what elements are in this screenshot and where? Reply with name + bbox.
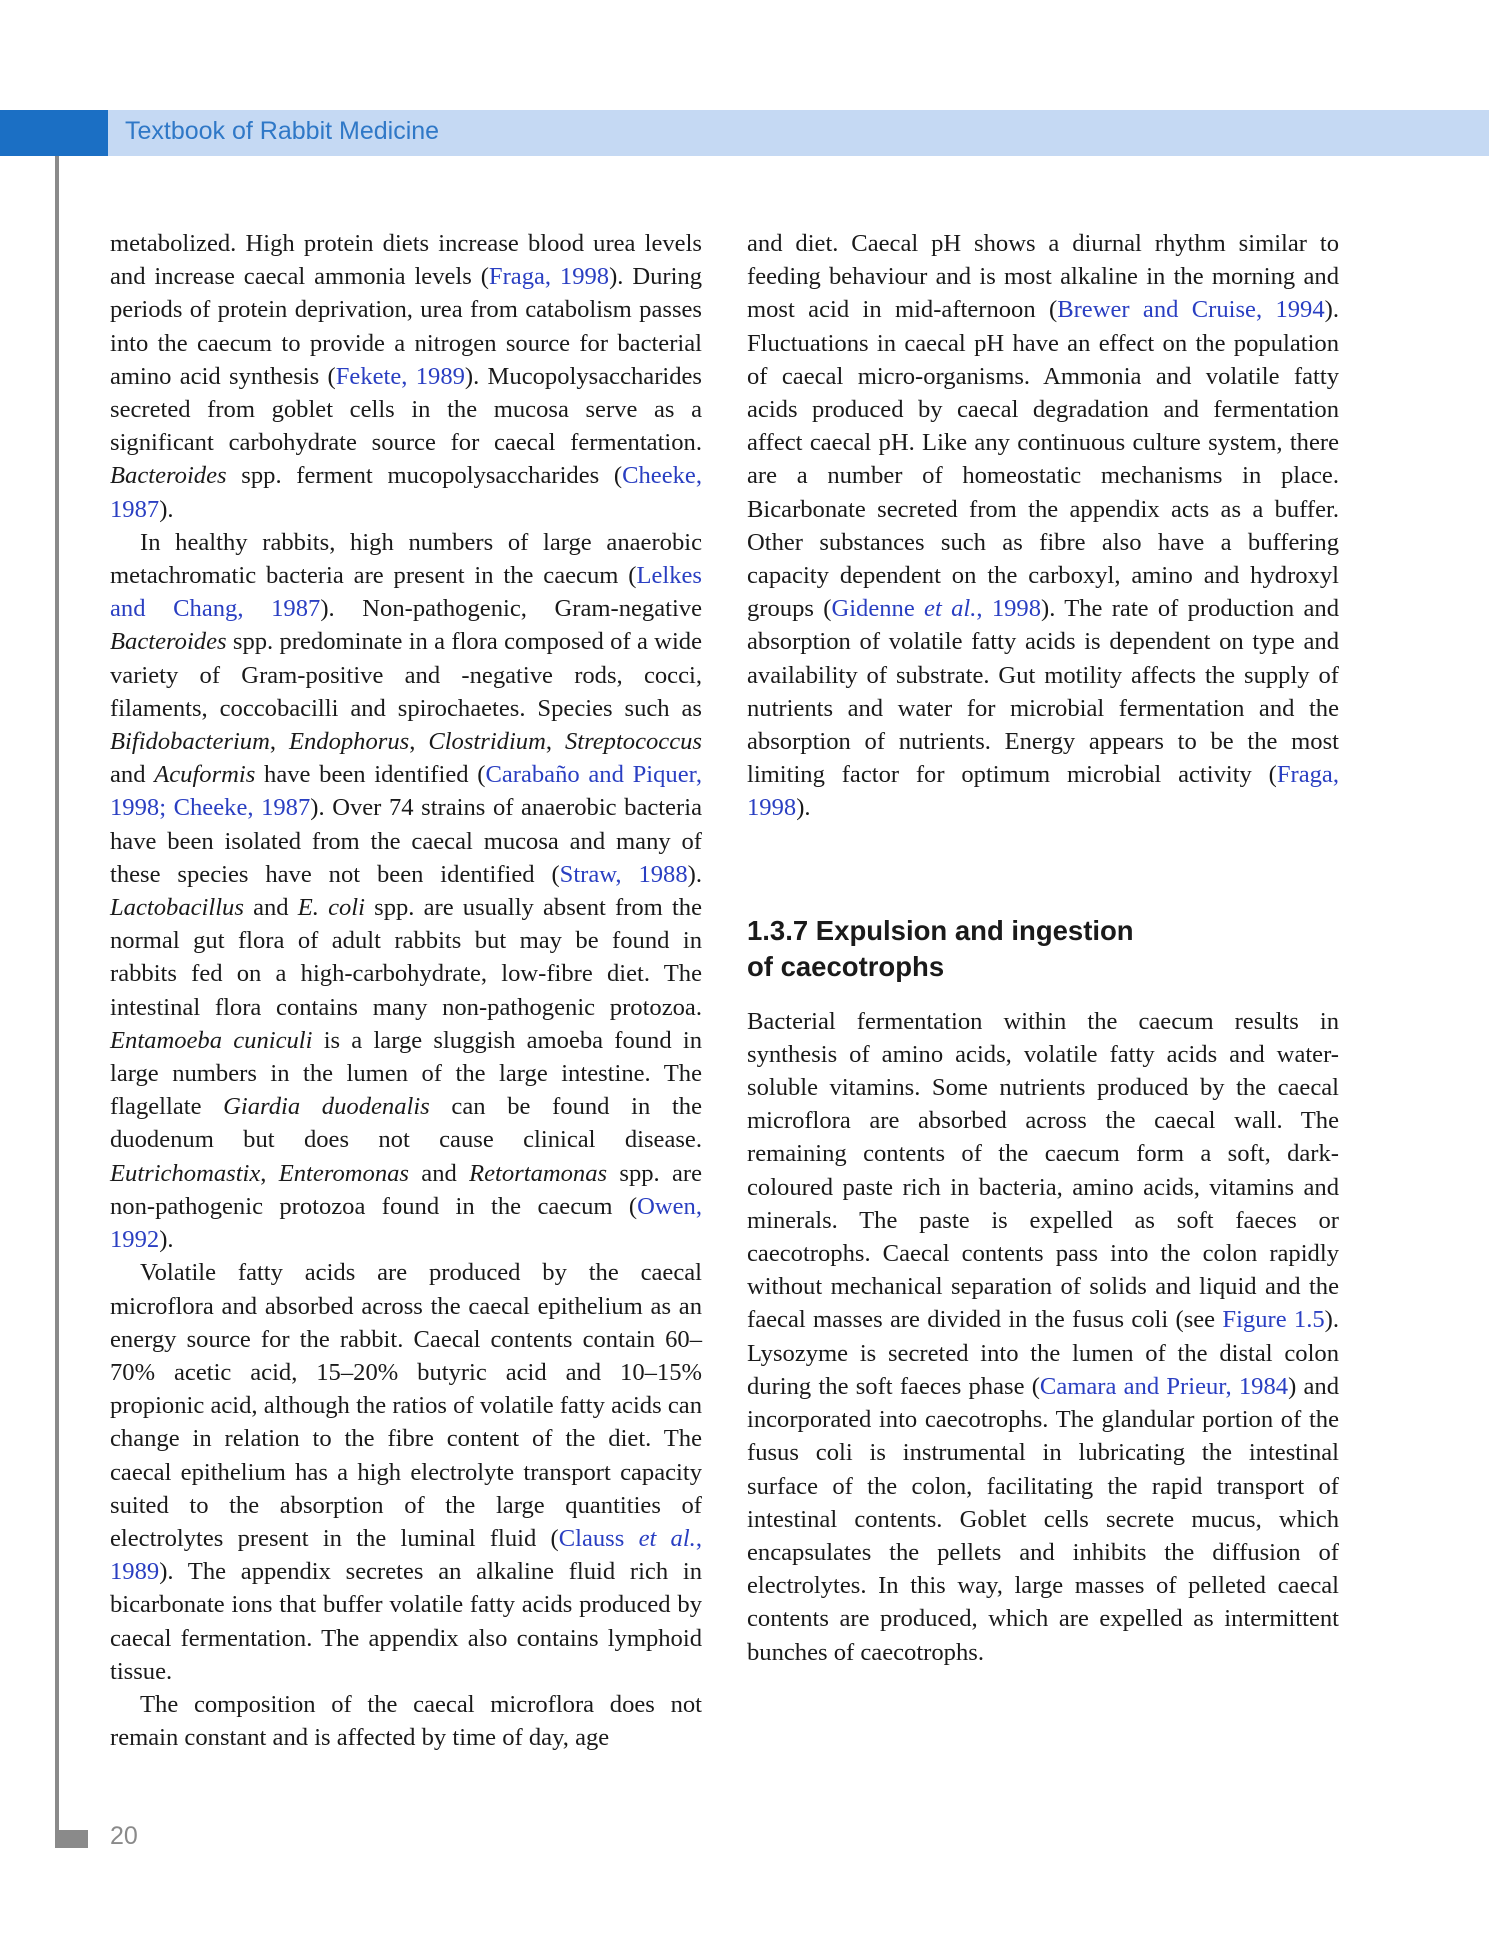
- italic-term: Lactobacillus: [110, 894, 244, 922]
- italic-term: Eutrichomastix: [110, 1159, 261, 1187]
- italic-term: Retortamonas: [469, 1159, 608, 1187]
- citation-link[interactable]: et al.: [924, 595, 977, 623]
- text-run: ). Non-pathogenic, Gram-negative: [320, 595, 703, 623]
- text-run: ,: [409, 728, 429, 756]
- header-accent-block: [0, 110, 108, 156]
- text-run: ). The rate of production and absorption of volatile fatty acids is dependent on type and availability of substrate. Gut motility affects the supply of nutrients and water for microbial fermentation and the absorption of nutrients. Energy appears to be the most limiting factor for optimum microbial activity (: [747, 595, 1340, 789]
- text-run: is a large sluggish amoeba found in large numbers in the lumen of the large intestine. The flagellate: [110, 1026, 703, 1121]
- paragraph: [747, 1005, 1339, 1669]
- text-run: In healthy rabbits, high numbers of large anaerobic metachromatic bacteria are present in the caecum (: [110, 528, 702, 590]
- text-run: spp. are non-pathogenic protozoa found in the caecum (: [110, 1159, 703, 1220]
- section-heading-line-2: of caecotrophs: [747, 950, 945, 982]
- section-heading: [747, 913, 1339, 985]
- text-run: and: [110, 761, 155, 789]
- text-run: ).: [796, 794, 811, 822]
- italic-term: E. coli: [297, 894, 365, 922]
- text-run: ,: [269, 728, 289, 756]
- text-run: have been identified (: [255, 761, 486, 789]
- paragraph: [110, 526, 702, 1256]
- citation-link[interactable]: Owen, 1992: [110, 1192, 702, 1254]
- text-run: ) and incorporated into caecotrophs. The glandular portion of the fusus coli is instrumental in lubricating the intestinal surface of the colon, facilitating the rapid transport of intestinal contents. Goblet cells secrete mucus, which encapsulates the pellets and inhibits the diffusion of electrolytes. In this way, large masses of pelleted caecal contents are produced, which are expelled as intermittent bunches of caecotrophs.: [747, 1372, 1339, 1666]
- folio-marker: [55, 1830, 88, 1848]
- citation-link[interactable]: et al.: [638, 1524, 696, 1552]
- italic-term: Acuformis: [154, 761, 256, 789]
- section-heading-line-1: 1.3.7 Expulsion and ingestion: [747, 914, 1134, 946]
- text-run: ). Over 74 strains of anaerobic bacteria have been isolated from the caecal mucosa and many of these species have not been identified (: [110, 794, 702, 888]
- paragraph: [747, 227, 1339, 825]
- text-run: and: [243, 894, 298, 922]
- text-run: ,: [260, 1159, 279, 1187]
- page-number: 20: [110, 1822, 138, 1850]
- text-run: spp. ferment mucopolysaccharides (: [226, 462, 623, 490]
- citation-link[interactable]: Brewer and Cruise, 1994: [1057, 296, 1325, 324]
- text-run: ). The appendix secretes an alkaline fluid rich in bicarbonate ions that buffer volatile fatty acids produced by caecal fermentation. The appendix also contains lymphoid tissue.: [110, 1558, 702, 1685]
- citation-link[interactable]: Cheeke, 1987: [110, 462, 702, 523]
- text-run: ). Fluctuations in caecal pH have an effect on the population of caecal micro-organisms. Ammonia and volatile fatty acids produced by caecal degradation and fermentation affect caecal pH. Like any continuous culture system, there are a number of homeostatic mechanisms in place. Bicarbonate secreted from the appendix acts as a buffer. Other substances such as fibre also have a buffering capacity dependent on the carboxyl, amino and hydroxyl groups (: [747, 296, 1339, 623]
- citation-link[interactable]: Gidenne: [831, 595, 925, 623]
- text-run: metabolized. High protein diets increase blood urea levels and increase caecal ammonia levels (: [110, 230, 702, 291]
- text-run: Bacterial fermentation within the caecum results in synthesis of amino acids, volatile fatty acids and water-soluble vitamins. Some nutrients produced by the caecal microflora are absorbed across the caecal wall. The remaining contents of the caecum form a soft, dark-coloured paste rich in bacteria, amino acids, vitamins and minerals. The paste is expelled as soft faeces or caecotrophs. Caecal contents pass into the colon rapidly without mechanical separation of solids and liquid and the faecal masses are divided in the fusus coli (see: [747, 1007, 1339, 1334]
- italic-term: Giardia duodenalis: [223, 1093, 430, 1121]
- text-run: ). Mucopolysaccharides secreted from goblet cells in the mucosa serve as a significant carbohydrate source for caecal fermentation.: [110, 362, 702, 457]
- paragraph: [110, 1256, 702, 1688]
- right-column: [747, 227, 1339, 1669]
- citation-link[interactable]: Fekete, 1989: [335, 362, 465, 390]
- text-run: spp. predominate in a flora composed of a wide variety of Gram-positive and -negative rods, cocci, filaments, coccobacilli and spirochaetes. Species such as: [110, 628, 702, 722]
- text-run: can be found in the duodenum but does not cause clinical disease.: [110, 1093, 702, 1154]
- text-run: and diet. Caecal pH shows a diurnal rhythm similar to feeding behaviour and is most alkaline in the morning and most acid in mid-afternoon (: [747, 230, 1339, 324]
- italic-term: Bacteroides: [110, 462, 227, 490]
- italic-term: Clostridium: [428, 728, 546, 756]
- text-run: ).: [159, 1226, 174, 1254]
- text-run: Volatile fatty acids are produced by the caecal microflora and absorbed across the caecal epithelium as an energy source for the rabbit. Caecal contents contain 60–70% acetic acid, 15–20% butyric acid and 10–15% propionic acid, although the ratios of volatile fatty acids can change in relation to the fibre content of the diet. The caecal epithelium has a high electrolyte transport capacity suited to the absorption of the large quantities of electrolytes present in the luminal fluid (: [110, 1259, 702, 1552]
- italic-term: Entamoeba cuniculi: [110, 1026, 313, 1054]
- citation-link[interactable]: , 1989: [110, 1524, 702, 1586]
- text-run: ).: [687, 860, 702, 888]
- citation-link[interactable]: Camara and Prieur, 1984: [1039, 1372, 1289, 1400]
- citation-link[interactable]: Straw, 1988: [559, 860, 688, 888]
- left-column: [110, 227, 702, 1754]
- italic-term: Enteromonas: [278, 1159, 409, 1187]
- text-run: spp. are usually absent from the normal gut flora of adult rabbits but may be found in rabbits fed on a high-carbohydrate, low-fibre diet. The intestinal flora contains many non-pathogenic protozoa.: [110, 894, 703, 1021]
- italic-term: Streptococcus: [564, 728, 702, 756]
- citation-link[interactable]: Fraga, 1998: [747, 761, 1339, 822]
- paragraph: [110, 1688, 702, 1754]
- text-run: and: [408, 1159, 470, 1187]
- citation-link[interactable]: Lelkes and Chang, 1987: [110, 562, 702, 623]
- text-run: The composition of the caecal microflora does not remain constant and is affected by time of day, age: [110, 1690, 702, 1752]
- text-run: ). During periods of protein deprivation, urea from catabolism passes into the caecum to provide a nitrogen source for bacterial amino acid synthesis (: [110, 263, 702, 390]
- citation-link[interactable]: Clauss: [558, 1524, 639, 1552]
- citation-link[interactable]: Figure 1.5: [1222, 1306, 1325, 1334]
- text-run: ,: [545, 728, 565, 756]
- citation-link[interactable]: , 1998: [976, 595, 1042, 623]
- margin-rule: [55, 156, 59, 1848]
- text-run: ).: [159, 495, 174, 523]
- citation-link[interactable]: Carabaño and Piquer, 1998; Cheeke, 1987: [110, 761, 702, 822]
- italic-term: Bifidobacterium: [110, 728, 270, 756]
- running-header: [0, 110, 1489, 156]
- book-title: Textbook of Rabbit Medicine: [125, 117, 440, 145]
- italic-term: Endophorus: [288, 728, 410, 756]
- paragraph: [110, 227, 702, 526]
- italic-term: Bacteroides: [110, 628, 227, 656]
- text-run: ). Lysozyme is secreted into the lumen of the distal colon during the soft faeces phase (: [747, 1306, 1339, 1400]
- citation-link[interactable]: Fraga, 1998: [488, 263, 610, 291]
